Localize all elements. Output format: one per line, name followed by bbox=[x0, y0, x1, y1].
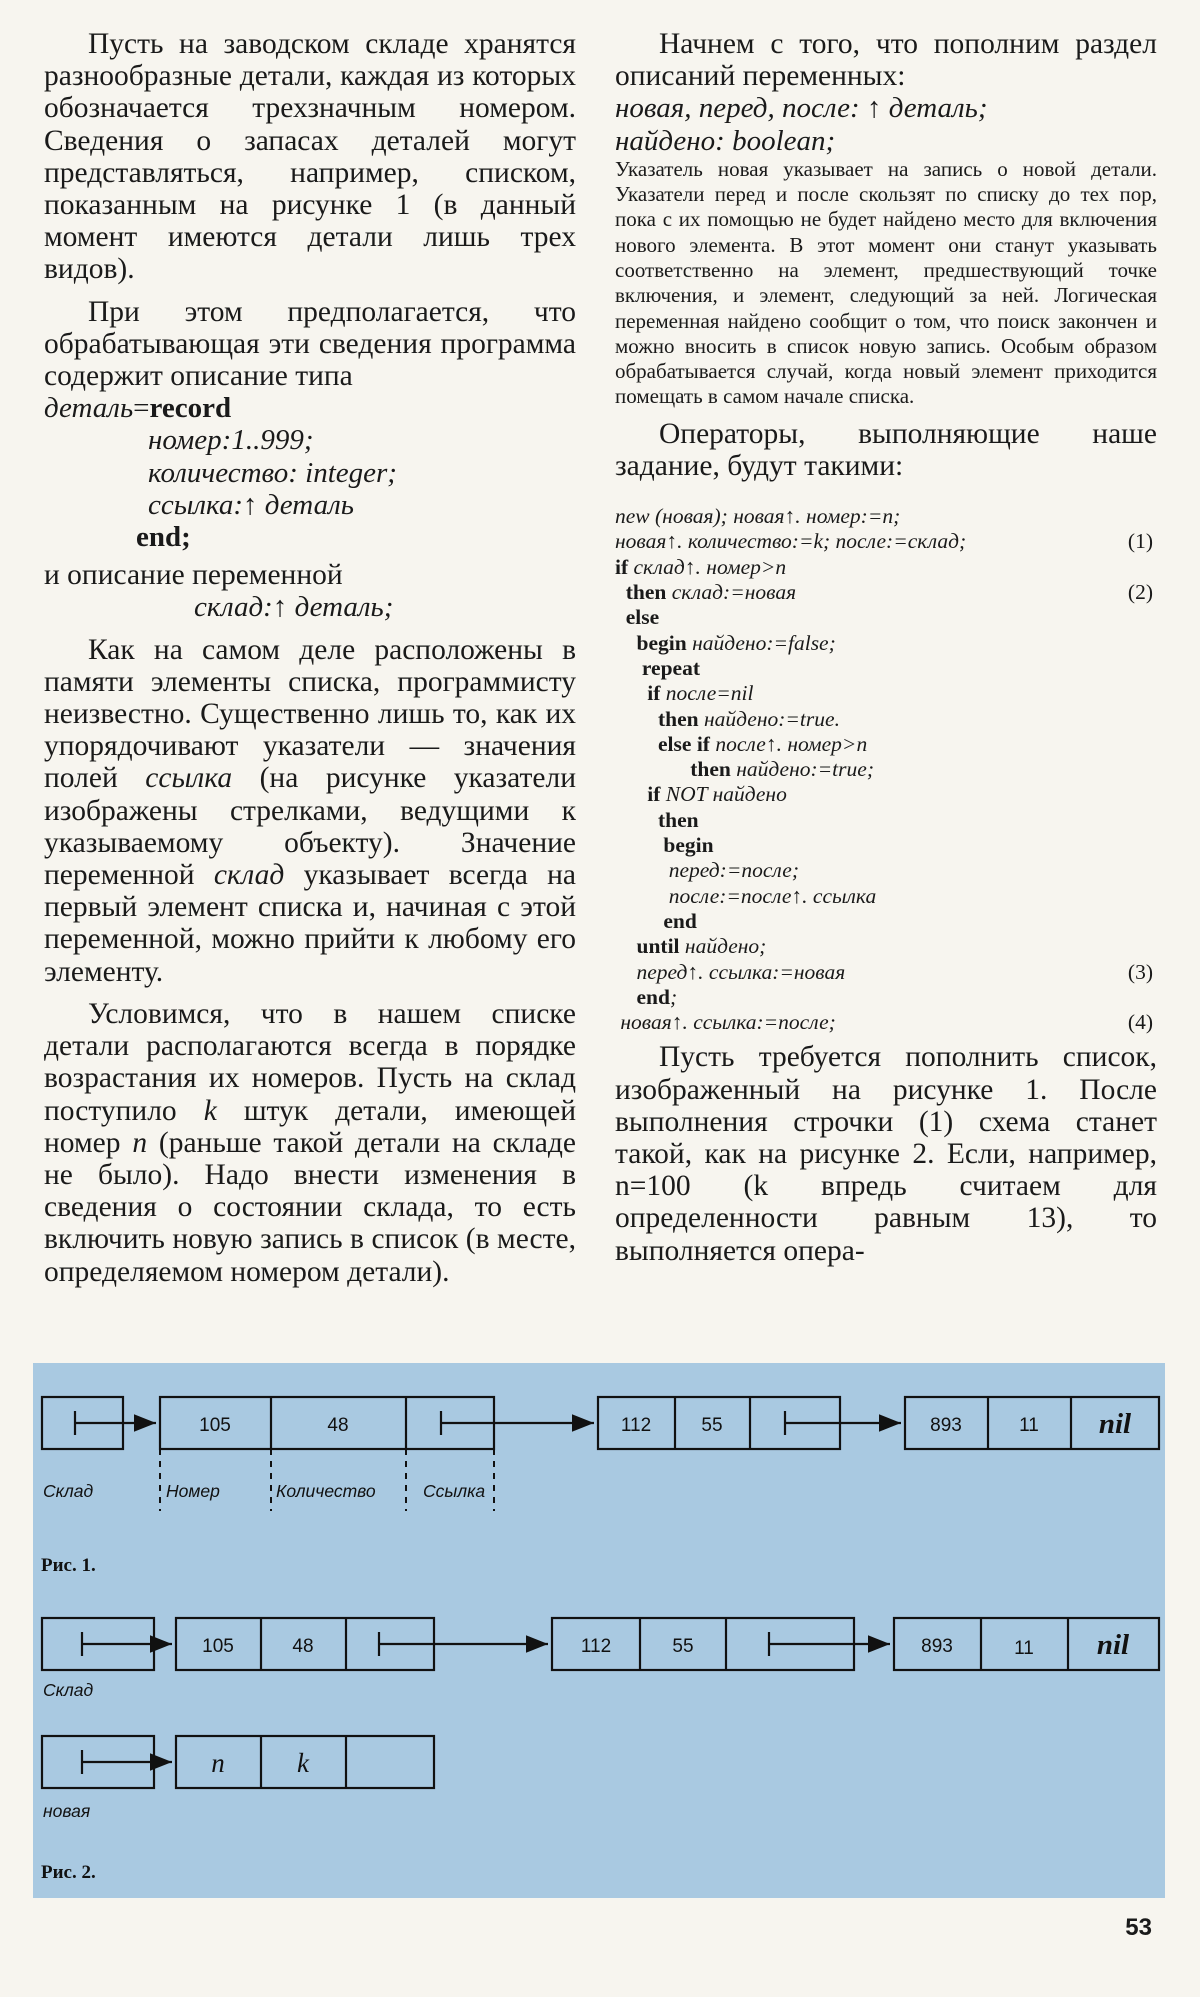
code-line-text: else bbox=[625, 605, 660, 630]
record-field-link: ссылка:↑ деталь bbox=[148, 488, 354, 521]
code-line bbox=[615, 884, 1157, 909]
fig1-node-3-number: 893 bbox=[930, 1415, 962, 1436]
code-line bbox=[615, 808, 1157, 833]
code-line-text: then bbox=[658, 807, 699, 832]
paragraph-operators: Операторы, выполняющие наше задание, будут такими: bbox=[615, 417, 1157, 482]
code-line bbox=[615, 605, 1157, 630]
fig1-caption: Рис. 1. bbox=[41, 1555, 96, 1576]
code-line-text: new (новая); новая↑. номер:=n; bbox=[615, 504, 901, 529]
code-line-number: (2) bbox=[1127, 580, 1153, 605]
code-line-text: then найдено:=true; bbox=[690, 757, 874, 782]
code-block bbox=[615, 504, 1157, 1035]
right-column bbox=[615, 28, 1157, 1267]
code-line-text: новая↑. ссылка:=после; bbox=[615, 1010, 836, 1035]
paragraph-type-description: При этом предполагается, что обрабатывающая эти сведения программа содержит описание типа bbox=[44, 295, 576, 393]
code-line bbox=[615, 707, 1157, 732]
record-keyword: record bbox=[149, 392, 232, 425]
fig2-new-node-number: n bbox=[211, 1748, 225, 1778]
fig2-node-1-number: 105 bbox=[202, 1636, 234, 1657]
code-line-number: (3) bbox=[1127, 959, 1153, 984]
code-line bbox=[615, 681, 1157, 706]
code-line-text: until найдено; bbox=[636, 934, 767, 959]
code-line bbox=[615, 909, 1157, 934]
record-end: end; bbox=[136, 521, 191, 554]
fig1-nil-value: nil bbox=[1098, 1408, 1132, 1440]
code-line-text: перед↑. ссылка:=новая bbox=[615, 959, 846, 984]
fig1-node-3-quantity: 11 bbox=[1019, 1415, 1039, 1436]
fig2-head-label: Склад bbox=[43, 1680, 94, 1700]
fig2-node-3-number: 893 bbox=[921, 1636, 953, 1657]
variable-declaration: склад:↑ деталь; bbox=[194, 591, 394, 624]
code-line-text: перед:=после; bbox=[615, 858, 799, 883]
fig2-nil-value: nil bbox=[1096, 1629, 1130, 1661]
code-line-text: end; bbox=[636, 984, 678, 1009]
code-line bbox=[615, 1010, 1157, 1035]
declaration-pointers: новая, перед, после: ↑ деталь; bbox=[615, 92, 988, 125]
paragraph-intro: Пусть на заводском складе хранятся разнообразные детали, каждая из которых обозначается трехзначным номером. Сведения о запасах деталей могут представляться, например, списком, показанным на рисунке 1 (в данный момент имеются детали лишь трех видов). bbox=[44, 28, 576, 286]
fig1-head-label: Склад bbox=[43, 1481, 94, 1501]
paragraph-ordering: Условимся, что в нашем списке детали располагаются всегда в порядке возрастания их номеров. Пусть на склад поступило k штук детали, имеющей номер n (раньше такой детали на складе не было). Надо внести изменения в сведения о состоянии склада, то есть включить новую запись в список (в месте, определяемом номером детали). bbox=[44, 997, 576, 1288]
code-line bbox=[615, 656, 1157, 681]
fig1-node-2-number: 112 bbox=[620, 1415, 652, 1436]
paragraph-explanation: Указатель новая указывает на запись о новой детали. Указатели перед и после скользят по списку до тех пор, пока с их помощью не будет найдено место для включения нового элемента. В этот момент они станут указывать соответственно на элемент, предшествующий точке включения, и элемент, следующий за ней. Логическая переменная найдено сообщит о том, что поиск закончен и можно вносить в список новую запись. Особым образом обрабатывается случай, когда новый элемент приходится помещать в самом начале списка. bbox=[615, 156, 1157, 409]
code-line-text: if NOT найдено bbox=[647, 782, 787, 807]
code-line-text: then склад:=новая bbox=[625, 580, 797, 605]
paragraph-declarations: Начнем с того, что пополним раздел описаний переменных: bbox=[615, 28, 1157, 93]
code-line-number: (1) bbox=[1127, 529, 1153, 554]
code-line bbox=[615, 732, 1157, 757]
record-field-number: номер:1..999; bbox=[148, 424, 314, 457]
code-line-text: else if после↑. номер>n bbox=[658, 731, 868, 756]
fig1-node-1-quantity: 48 bbox=[327, 1415, 349, 1436]
code-line bbox=[615, 555, 1157, 580]
code-line-text: if после=nil bbox=[647, 681, 754, 706]
code-line bbox=[615, 580, 1157, 605]
code-line-number: (4) bbox=[1127, 1010, 1153, 1035]
code-line-text: then найдено:=true. bbox=[658, 706, 840, 731]
code-line bbox=[615, 504, 1157, 529]
left-column bbox=[44, 28, 576, 1288]
record-field-quantity: количество: integer; bbox=[148, 456, 397, 489]
code-line bbox=[615, 858, 1157, 883]
figure-diagram bbox=[33, 1363, 1165, 1898]
record-type-name: деталь bbox=[44, 392, 134, 425]
fig2-new-node-quantity: k bbox=[297, 1748, 309, 1778]
code-line-text: repeat bbox=[641, 655, 700, 680]
code-line bbox=[615, 985, 1157, 1010]
paragraph-memory: Как на самом деле расположены в памяти элементы списка, программисту неизвестно. Существенно лишь то, как их упорядочивают указатели — значения полей ссылка (на рисунке указатели изображены стрелками, ведущими к указываемому объекту). Значение переменной склад указывает всегда на первый элемент списка и, начиная с этой переменной, можно прийти к любому его элементу. bbox=[44, 633, 577, 988]
paragraph-example: Пусть требуется пополнить список, изображенный на рисунке 1. После выполнения строчки (1) схема станет такой, как на рисунке 2. Если, например, n=100 (k впредь считаем для определенности равным 13), то выполняется опера- bbox=[615, 1041, 1157, 1267]
code-line bbox=[615, 833, 1157, 858]
code-line bbox=[615, 757, 1157, 782]
fig1-field-label-quantity: Количество bbox=[276, 1481, 376, 1501]
fig2-node-3-quantity: 11 bbox=[1014, 1638, 1034, 1659]
code-line-text: begin bbox=[663, 833, 714, 858]
code-line bbox=[615, 934, 1157, 959]
declaration-boolean: найдено: boolean; bbox=[615, 124, 836, 157]
fig1-field-label-link: Ссылка bbox=[423, 1481, 486, 1501]
fig1-node-2-quantity: 55 bbox=[701, 1415, 723, 1436]
fig2-new-label: новая bbox=[43, 1801, 91, 1821]
fig2-node-2-number: 112 bbox=[580, 1636, 612, 1657]
figure-linked-list bbox=[33, 1363, 1165, 1898]
code-line bbox=[615, 960, 1157, 985]
code-line-text: новая↑. количество:=k; после:=склад; bbox=[615, 529, 967, 554]
record-line-1: деталь=record bbox=[44, 392, 232, 425]
fig2-node-1-quantity: 48 bbox=[292, 1636, 314, 1657]
fig1-field-label-number: Номер bbox=[166, 1481, 220, 1501]
code-line-text: end bbox=[663, 908, 697, 933]
fig1-node-1-number: 105 bbox=[199, 1415, 231, 1436]
paragraph-variable: и описание переменной bbox=[44, 559, 343, 592]
code-line bbox=[615, 529, 1157, 554]
fig2-node-2-quantity: 55 bbox=[672, 1636, 694, 1657]
page-number: 53 bbox=[1125, 1914, 1152, 1941]
code-line-text: if склад↑. номер>n bbox=[615, 554, 787, 579]
code-line bbox=[615, 631, 1157, 656]
code-line-text: после:=после↑. ссылка bbox=[615, 883, 877, 908]
code-line bbox=[615, 782, 1157, 807]
fig2-caption: Рис. 2. bbox=[41, 1862, 96, 1883]
code-line-text: begin найдено:=false; bbox=[636, 630, 836, 655]
